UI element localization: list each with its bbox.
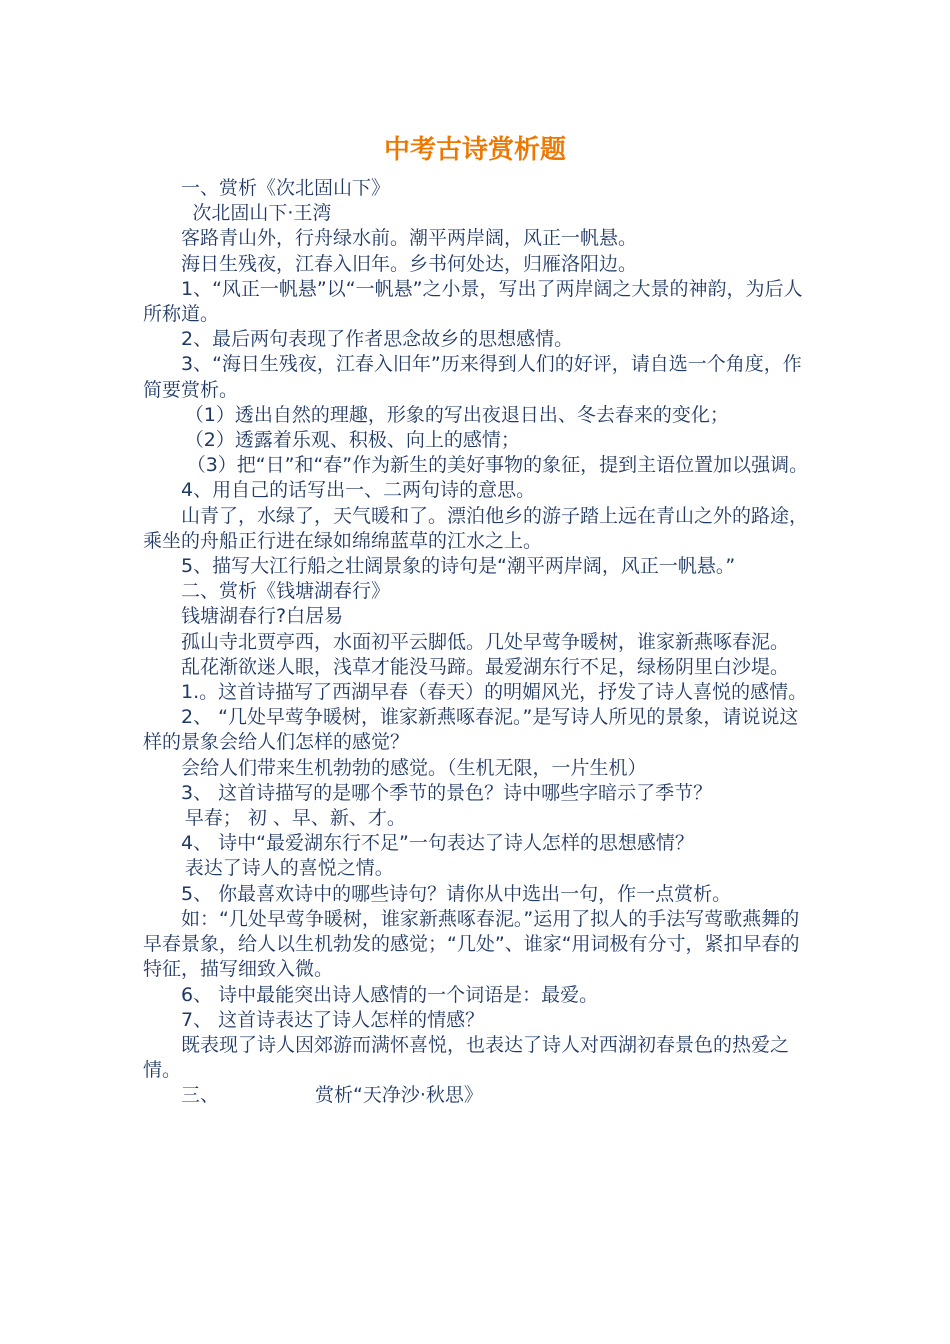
question-item: 6、 诗中最能突出诗人感情的一个词语是：最爱。 bbox=[181, 983, 599, 1006]
question-item: 5、 你最喜欢诗中的哪些诗句？请你从中选出一句，作一点赏析。 bbox=[181, 882, 732, 905]
page-title: 中考古诗赏析题 bbox=[383, 135, 566, 165]
question-item: 3、 这首诗描写的是哪个季节的景色？诗中哪些字暗示了季节？ bbox=[181, 781, 713, 804]
question-item: 1.。这首诗描写了西湖早春（春天）的明媚风光，抒发了诗人喜悦的感情。 bbox=[181, 681, 808, 704]
answer-item: 如：“几处早莺争暖树，谁家新燕啄春泥。”运用了拟人的手法写莺歌燕舞的早春景象，给人以生机勃发的感觉；“几处”、谁家“用词极有分寸，紧扣早春的特征，描写细致入微。 bbox=[143, 907, 800, 981]
poem-title-2: 钱塘湖春行?白居易 bbox=[181, 605, 344, 628]
answer-item: 会给人们带来生机勃勃的感觉。（生机无限，一片生机） bbox=[181, 756, 647, 779]
section-heading-1: 一、赏析《次北固山下》 bbox=[181, 177, 391, 199]
question-item: 2、最后两句表现了作者思念故乡的思想感情。 bbox=[181, 328, 574, 351]
answer-item: （3）把“日”和“春”作为新生的美好事物的象征，提到主语位置加以强调。 bbox=[186, 454, 809, 477]
poem-line: 海日生残夜，江春入旧年。乡书何处达，归雁洛阳边。 bbox=[181, 252, 638, 275]
answer-item: 山青了，水绿了，天气暖和了。漂泊他乡的游子踏上远在青山之外的路途，乘坐的舟船正行进在绿如绵绵蓝草的江水之上。 bbox=[143, 504, 809, 552]
question-item: 2、 “几处早莺争暖树，谁家新燕啄春泥。”是写诗人所见的景象，请说说这样的景象会给人们怎样的感觉？ bbox=[143, 706, 799, 754]
section-title-3: 赏析“天净沙·秋思》 bbox=[315, 1084, 483, 1107]
question-item: 4、用自己的话写出一、二两句诗的意思。 bbox=[181, 479, 536, 502]
poem-title-1: 次北固山下·王湾 bbox=[192, 202, 332, 225]
section-heading-2: 二、赏析《钱塘湖春行》 bbox=[181, 580, 391, 603]
poem-line: 孤山寺北贾亭西，水面初平云脚低。几处早莺争暖树，谁家新燕啄春泥。 bbox=[181, 630, 790, 653]
question-item: 3、“海日生残夜，江春入旧年”历来得到人们的好评，请自选一个角度，作简要赏析。 bbox=[143, 353, 802, 401]
question-item: 7、 这首诗表达了诗人怎样的情感？ bbox=[181, 1008, 485, 1031]
document-body bbox=[143, 176, 813, 1109]
poem-line: 客路青山外，行舟绿水前。潮平两岸阔，风正一帆悬。 bbox=[181, 227, 638, 250]
poem-line: 乱花渐欲迷人眼，浅草才能没马蹄。最爱湖东行不足，绿杨阴里白沙堤。 bbox=[181, 655, 790, 678]
answer-item: （2）透露着乐观、积极、向上的感情； bbox=[184, 429, 520, 452]
section-heading-3 bbox=[143, 1083, 813, 1108]
answer-item: 既表现了诗人因郊游而满怀喜悦，也表达了诗人对西湖初春景色的热爱之情。 bbox=[143, 1033, 790, 1082]
answer-item: 早春； 初 、早、新、才。 bbox=[184, 807, 406, 830]
answer-item: （1）透出自然的理趣，形象的写出夜退日出、冬去春来的变化； bbox=[184, 403, 729, 426]
section-number-3: 三、 bbox=[181, 1084, 220, 1107]
question-item: 1、“风正一帆悬”以“一帆悬”之小景，写出了两岸阔之大景的神韵，为后人所称道。 bbox=[143, 277, 803, 326]
answer-item: 表达了诗人的喜悦之情。 bbox=[184, 857, 394, 880]
question-item: 5、描写大江行船之壮阔景象的诗句是“潮平两岸阔，风正一帆悬。” bbox=[181, 555, 736, 578]
question-item: 4、 诗中“最爱湖东行不足”一句表达了诗人怎样的思想感情？ bbox=[181, 832, 694, 855]
